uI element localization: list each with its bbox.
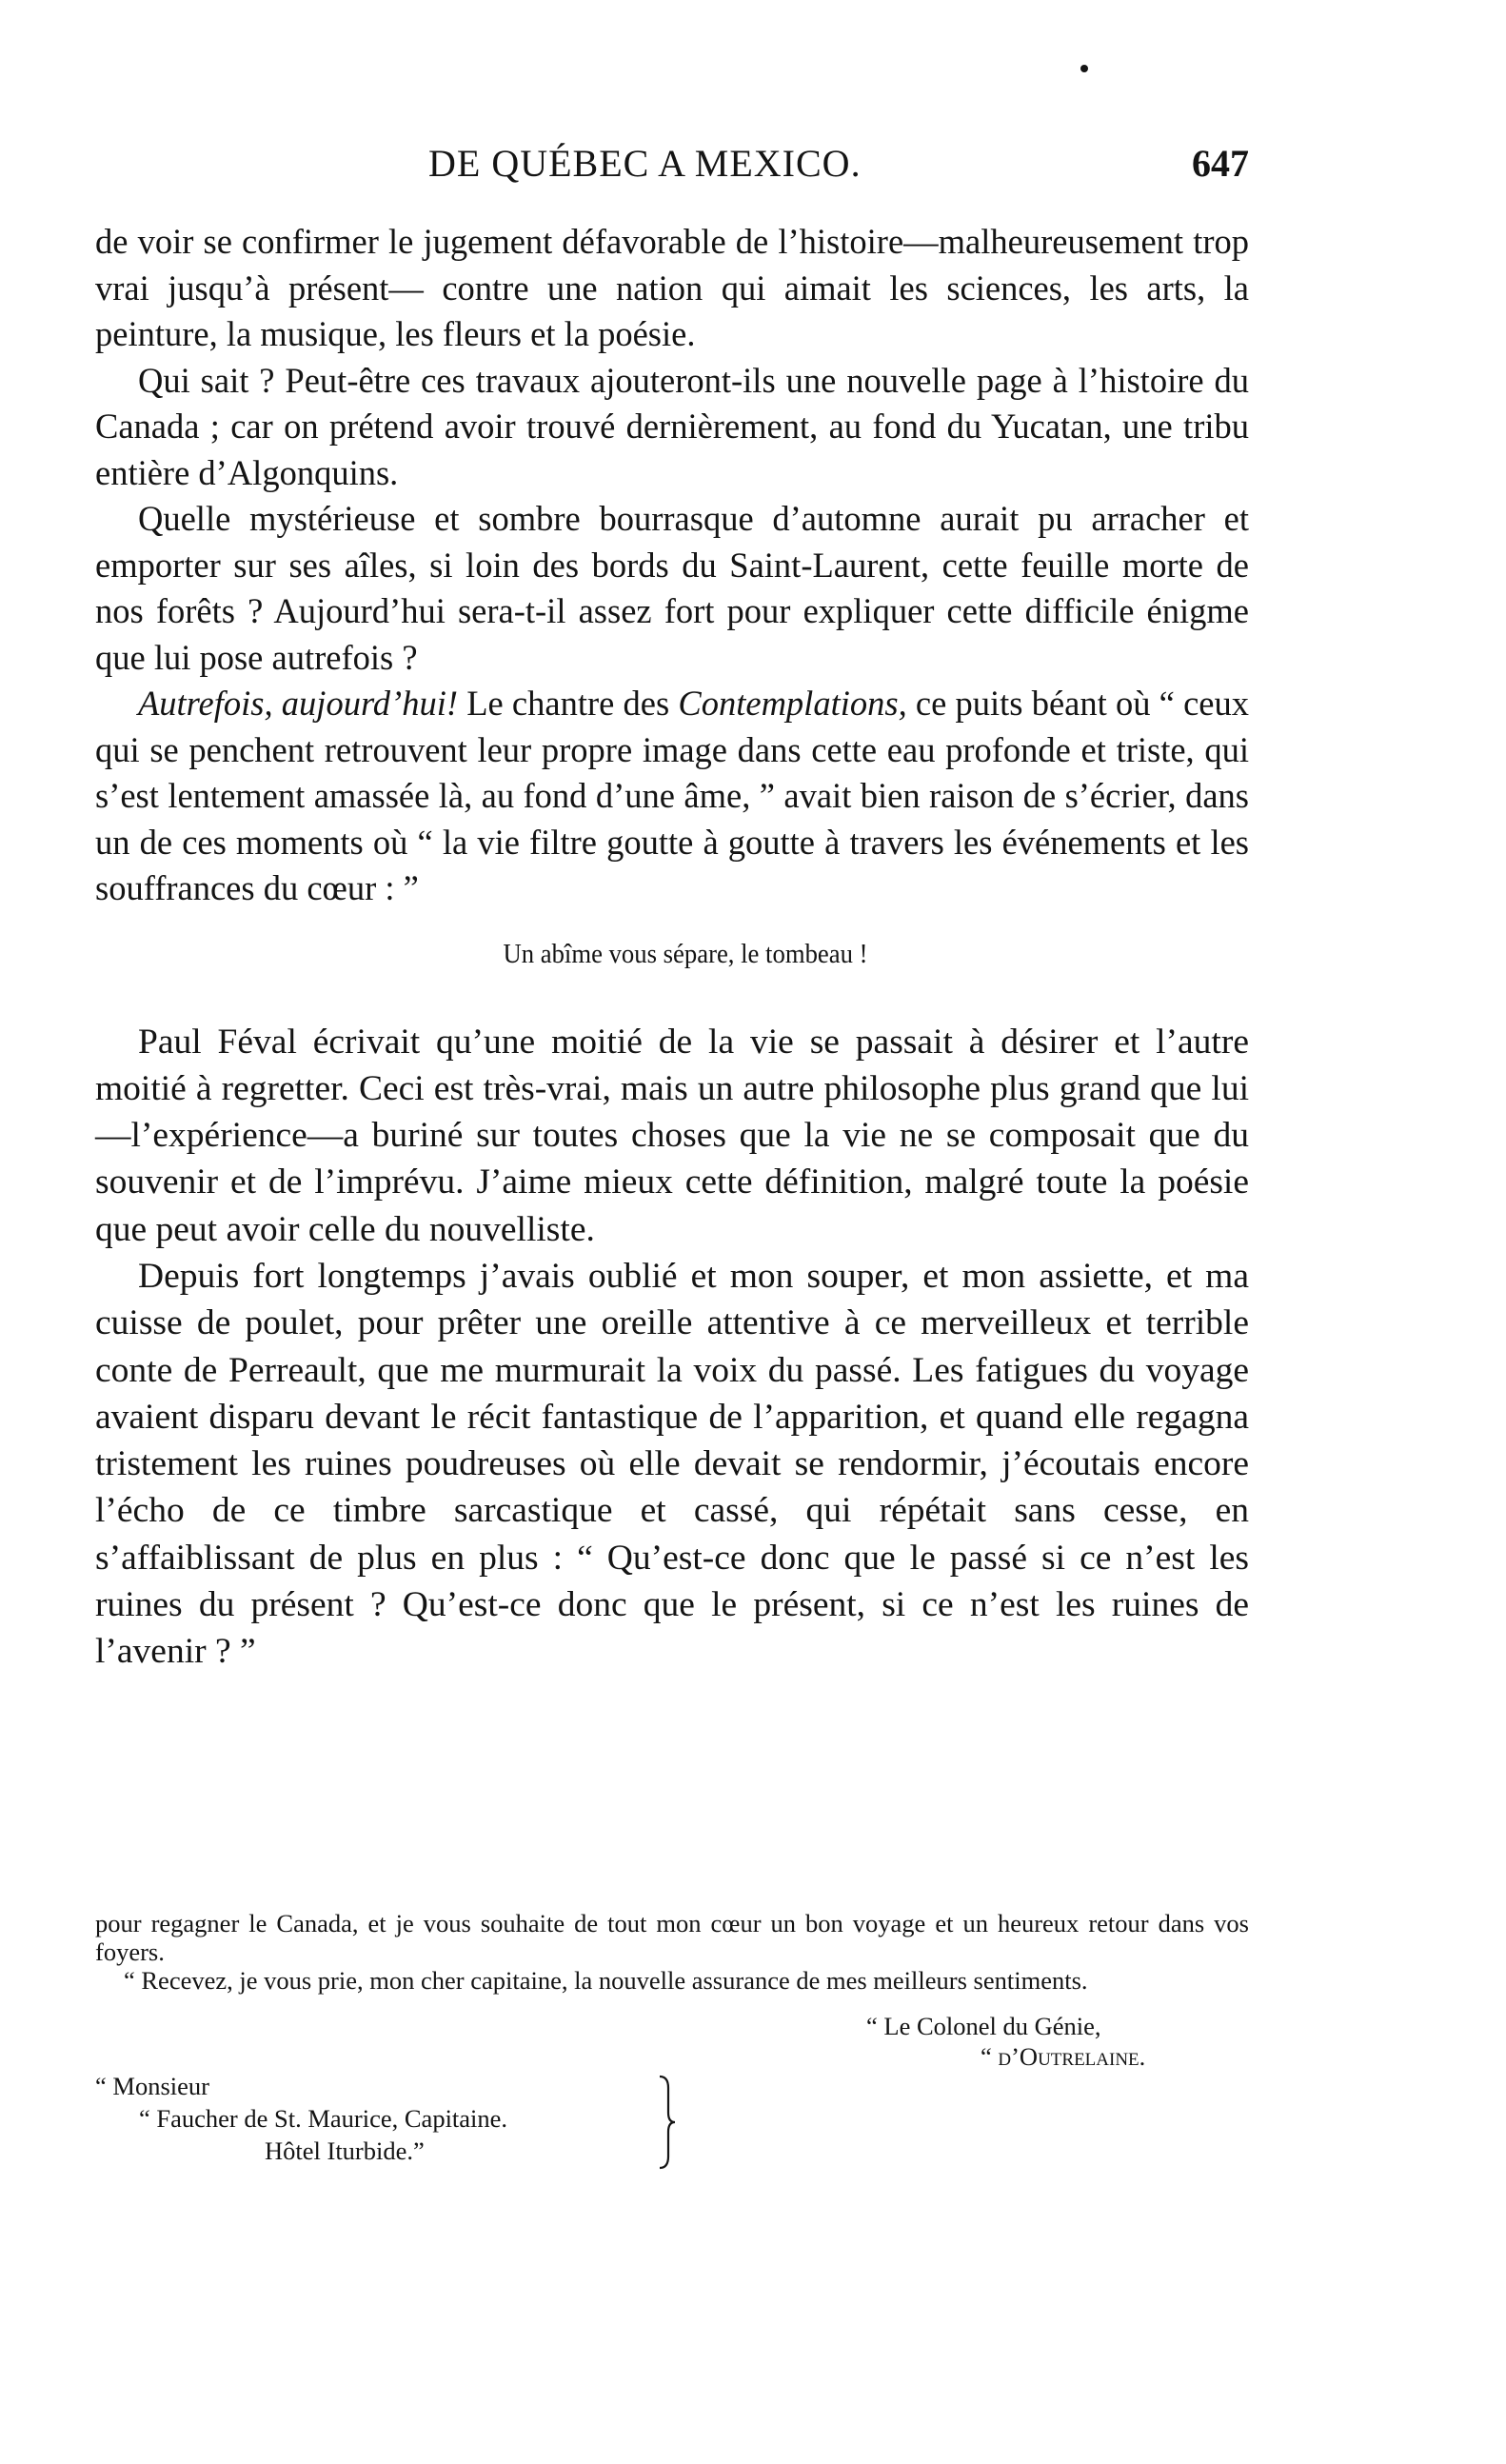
curly-brace-icon [657,2075,676,2170]
footnote [95,1909,1249,2078]
running-title: DE QUÉBEC A MEXICO. [428,142,862,185]
paragraph-1: de voir se confirmer le jugement défavorable de l’histoire—malheureusement trop vrai jusqu’à présent— contre une nation qui aimait les sciences, les arts, la peinture, la musique, les fleurs et la poésie. [95,222,1249,353]
paragraph-4-text-a: Le chantre des [458,684,679,723]
footnote-line-1: pour regagner le Canada, et je vous souhaite de tout mon cœur un bon voyage et un heureux retour dans vos foyers. [95,1909,1249,1966]
paragraph-4-text-b: ce puits béant où “ ceux qui se penchent retrouvent leur propre image dans cette eau profonde et triste, qui s’est lentement amassée là, au fond d’une âme, ” avait bien raison de s’écrier, dans un de ces moments où “ la vie filtre goutte à goutte à travers les événements et les souffrances du cœur : ” [95,684,1249,907]
ink-speck [1080,65,1088,72]
address-line-1: “ Monsieur [95,2072,209,2100]
paragraph-4 [95,681,1249,912]
verse-line: Un abîme vous sépare, le tombeau ! [503,938,868,969]
paragraph-5: Paul Féval écrivait qu’une moitié de la vie se passait à désirer et l’autre moitié à regretter. Ceci est très-vrai, mais un autre philosophe plus grand que lui—l’expérience—a buriné sur toutes choses que la vie ne se composait que du souvenir et de l’imprévu. J’aime mieux cette définition, malgré toute la poésie que peut avoir celle du nouvelliste. [95,1022,1249,1249]
main-text [95,219,1249,1676]
footnote-line-2: “ Recevez, je vous prie, mon cher capitaine, la nouvelle assurance de mes meilleurs sentiments. [124,1966,1088,1995]
italic-phrase: Autrefois, aujourd’hui! [138,684,458,723]
paragraph-3: Quelle mystérieuse et sombre bourrasque d’automne aurait pu arracher et emporter sur ses aîles, si loin des bords du Saint-Laurent, cette feuille morte de nos forêts ? Aujourd’hui sera-t-il assez fort pour expliquer cette difficile énigme que lui pose autrefois ? [95,499,1249,677]
italic-title: Contemplations, [678,684,907,723]
paragraph-6: Depuis fort longtemps j’avais oublié et mon souper, et mon assiette, et ma cuisse de poulet, pour prêter une oreille attentive à ce merveilleux et terrible conte de Perreault, que me murmurait la voix du passé. Les fatigues du voyage avaient disparu devant le récit fantastique de l’apparition, et quand elle regagna tristement les ruines poudreuses où elle devait se rendormir, j’écoutais encore l’écho de ce timbre sarcastique et cassé, qui répétait sans cesse, en s’affaiblissant de plus en plus : “ Qu’est-ce donc que le passé si ce n’est les ruines du présent ? Qu’est-ce donc que le présent, si ce n’est les ruines de l’avenir ? ” [95,1256,1249,1672]
address-line-3: Hôtel Iturbide.” [265,2136,425,2165]
signature-title: “ Le Colonel du Génie, [866,2012,1101,2040]
footnote-signature [95,2012,1249,2078]
verse-quote [95,935,1249,973]
running-head [95,141,1249,198]
page-number: 647 [1192,142,1249,185]
address-line-2: “ Faucher de St. Maurice, Capitaine. [139,2104,508,2133]
signature-name: “ d’Outrelaine. [981,2042,1146,2071]
address-block [95,2071,762,2204]
paragraph-2: Qui sait ? Peut-être ces travaux ajouteront-ils une nouvelle page à l’histoire du Canada ; car on prétend avoir trouvé dernièrement, au fond du Yucatan, une tribu entière d’Algonquins. [95,360,1249,492]
